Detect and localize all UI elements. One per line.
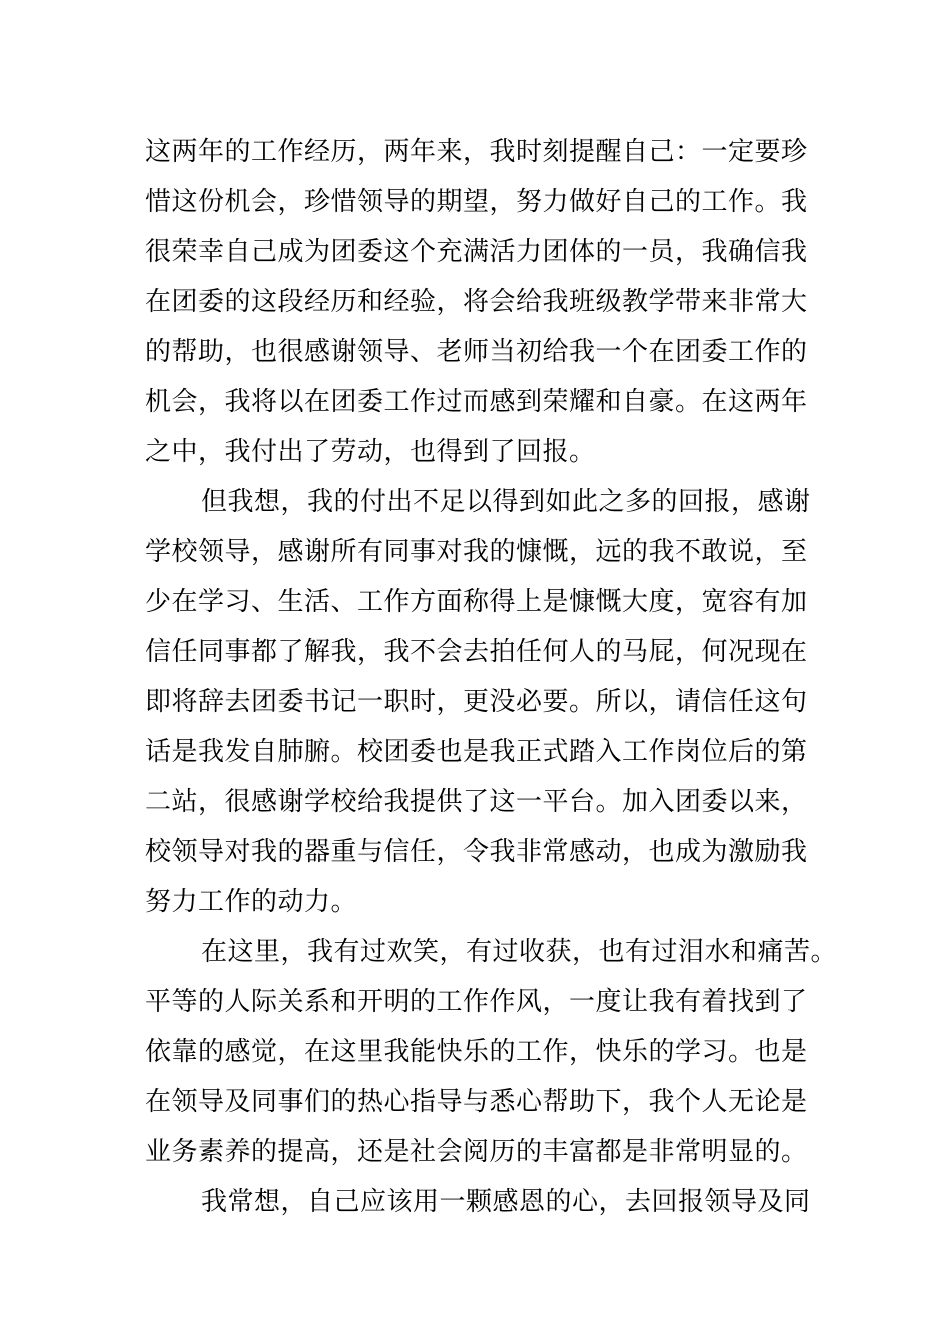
text-line: 机会，我将以在团委工作过而感到荣耀和自豪。在这两年 [145, 387, 808, 417]
text-line: 在领导及同事们的热心指导与悉心帮助下，我个人无论是 [145, 1087, 808, 1117]
text-line: 即将辞去团委书记一职时，更没必要。所以，请信任这句 [145, 687, 808, 717]
text-line: 惜这份机会，珍惜领导的期望，努力做好自己的工作。我 [145, 187, 808, 217]
paragraph [145, 1177, 815, 1227]
text-line: 努力工作的动力。 [145, 887, 358, 917]
text-line: 二站，很感谢学校给我提供了这一平台。加入团委以来， [145, 787, 808, 817]
text-line: 依靠的感觉，在这里我能快乐的工作，快乐的学习。也是 [145, 1037, 808, 1067]
text-line: 学校领导，感谢所有同事对我的慷慨，远的我不敢说，至 [145, 537, 808, 567]
text-line: 业务素养的提高，还是社会阅历的丰富都是非常明显的。 [145, 1137, 808, 1167]
document-body [145, 127, 838, 1227]
text-line: 之中，我付出了劳动，也得到了回报。 [145, 437, 596, 467]
text-line: 的帮助，也很感谢领导、老师当初给我一个在团委工作的 [145, 337, 808, 367]
text-line: 但我想，我的付出不足以得到如此之多的回报，感谢 [201, 487, 811, 517]
text-line: 我常想，自己应该用一颗感恩的心，去回报领导及同 [201, 1187, 811, 1217]
text-line: 平等的人际关系和开明的工作作风，一度让我有着找到了 [145, 987, 808, 1017]
paragraph [145, 927, 838, 1177]
text-line: 在团委的这段经历和经验，将会给我班级教学带来非常大 [145, 287, 808, 317]
text-line: 在这里，我有过欢笑，有过收获，也有过泪水和痛苦。 [201, 937, 838, 967]
text-line: 信任同事都了解我，我不会去拍任何人的马屁，何况现在 [145, 637, 808, 667]
text-line: 少在学习、生活、工作方面称得上是慷慨大度，宽容有加 [145, 587, 808, 617]
paragraph [145, 127, 815, 477]
text-line: 这两年的工作经历，两年来，我时刻提醒自己：一定要珍 [145, 137, 808, 167]
text-line: 很荣幸自己成为团委这个充满活力团体的一员，我确信我 [145, 237, 808, 267]
text-line: 校领导对我的器重与信任，令我非常感动，也成为激励我 [145, 837, 808, 867]
text-line: 话是我发自肺腑。校团委也是我正式踏入工作岗位后的第 [145, 737, 808, 767]
paragraph [145, 477, 815, 927]
